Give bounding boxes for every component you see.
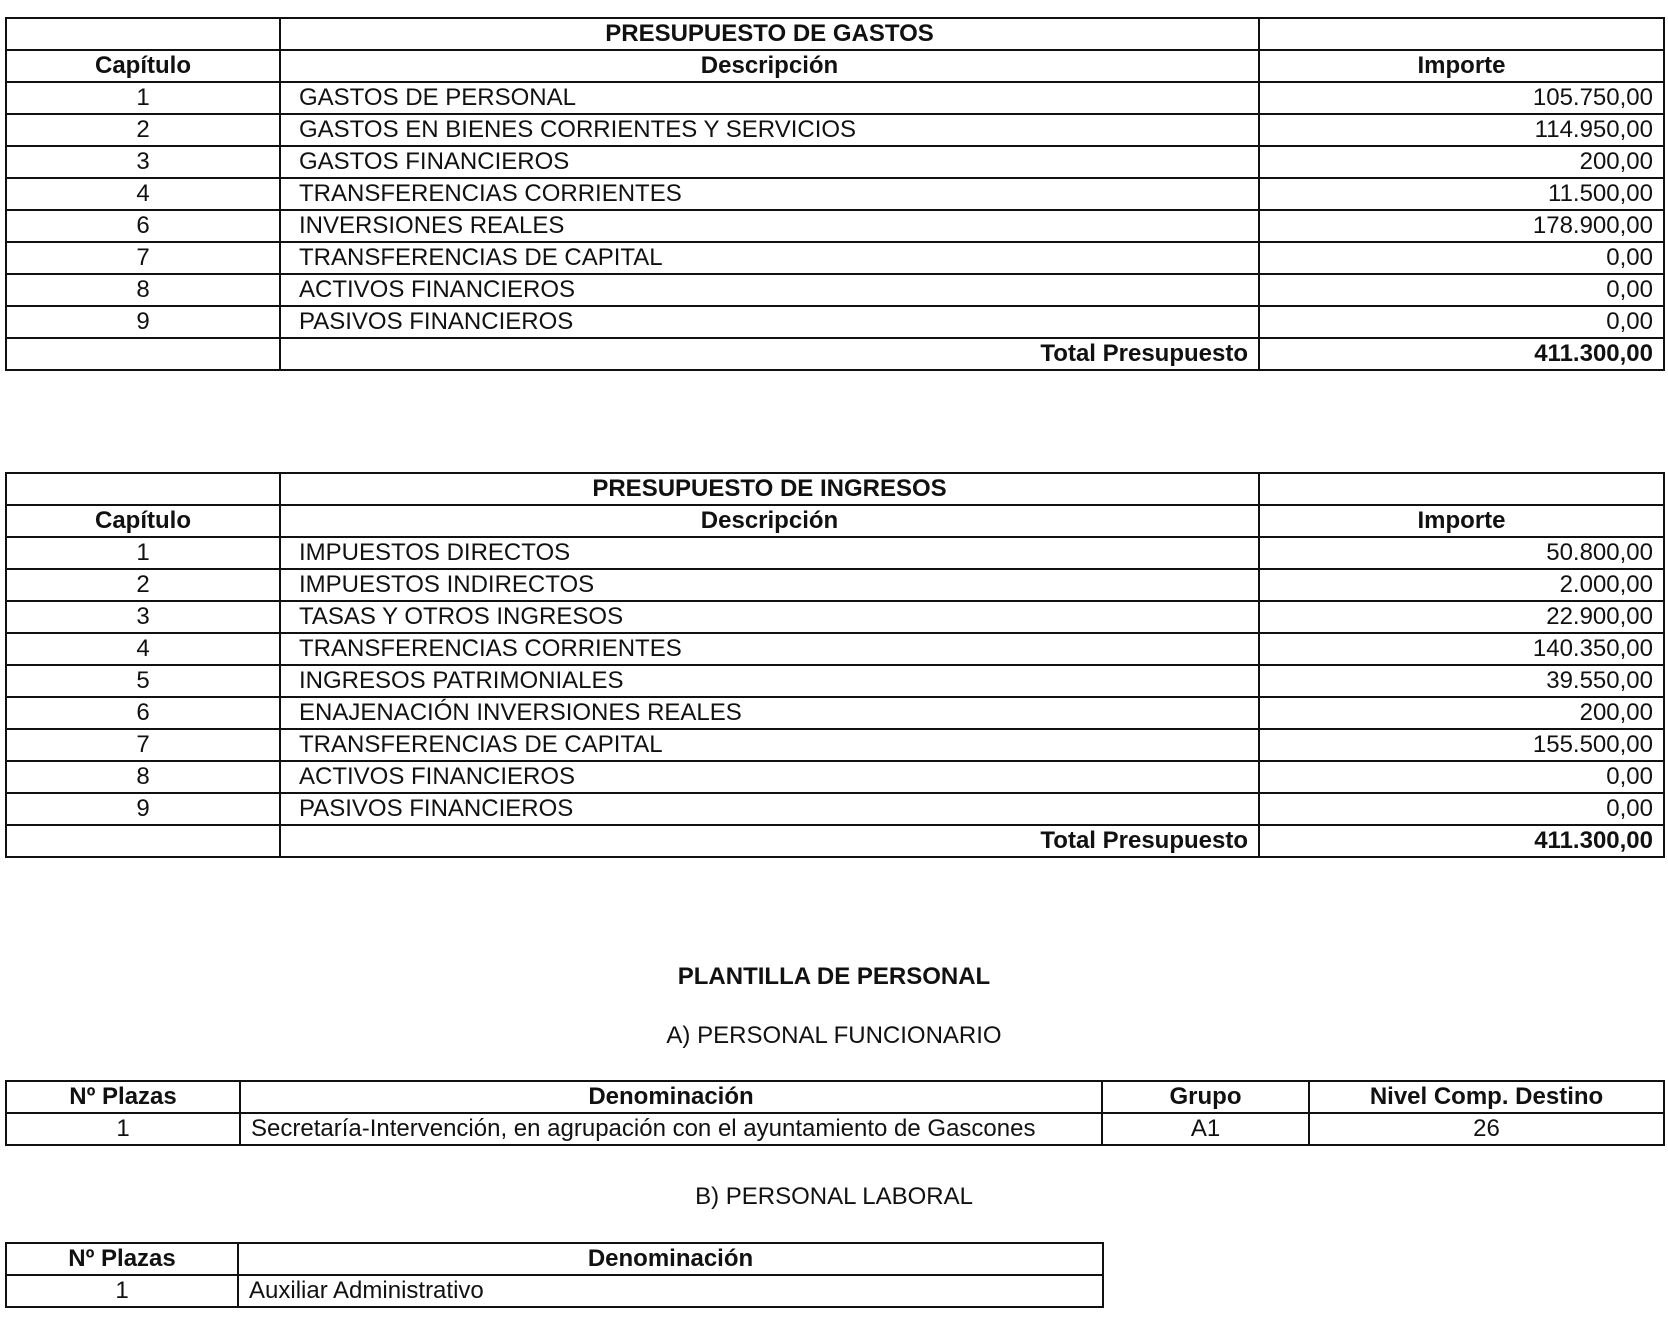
column-header-capitulo: Capítulo <box>6 50 280 82</box>
funcionario-title: A) PERSONAL FUNCIONARIO <box>666 1022 1002 1049</box>
importe-cell: 0,00 <box>1259 793 1664 825</box>
ingresos-table <box>5 472 1665 858</box>
descripcion-cell: ACTIVOS FINANCIEROS <box>280 274 1259 306</box>
importe-cell: 0,00 <box>1259 274 1664 306</box>
descripcion-cell: INVERSIONES REALES <box>280 210 1259 242</box>
descripcion-cell: ACTIVOS FINANCIEROS <box>280 761 1259 793</box>
table-row <box>6 601 1664 633</box>
importe-cell: 178.900,00 <box>1259 210 1664 242</box>
capitulo-cell: 8 <box>6 761 280 793</box>
table-row <box>6 178 1664 210</box>
column-header-plazas: Nº Plazas <box>6 1081 240 1113</box>
funcionario-table <box>5 1080 1665 1146</box>
column-header-descripcion: Descripción <box>280 50 1259 82</box>
denominacion-cell: Auxiliar Administrativo <box>238 1275 1103 1307</box>
total-label: Total Presupuesto <box>280 338 1259 370</box>
descripcion-cell: PASIVOS FINANCIEROS <box>280 306 1259 338</box>
ingresos-title-row <box>6 473 1664 505</box>
ingresos-total-row <box>6 825 1664 857</box>
total-label: Total Presupuesto <box>280 825 1259 857</box>
descripcion-cell: TRANSFERENCIAS DE CAPITAL <box>280 242 1259 274</box>
laboral-table <box>5 1242 1104 1308</box>
table-row <box>6 242 1664 274</box>
table-row <box>6 537 1664 569</box>
importe-cell: 0,00 <box>1259 242 1664 274</box>
capitulo-cell: 8 <box>6 274 280 306</box>
table-row <box>6 210 1664 242</box>
table-row <box>6 306 1664 338</box>
capitulo-cell: 6 <box>6 210 280 242</box>
plantilla-title: PLANTILLA DE PERSONAL <box>677 963 991 990</box>
importe-cell: 155.500,00 <box>1259 729 1664 761</box>
gastos-header-row <box>6 50 1664 82</box>
descripcion-cell: PASIVOS FINANCIEROS <box>280 793 1259 825</box>
importe-cell: 114.950,00 <box>1259 114 1664 146</box>
laboral-title: B) PERSONAL LABORAL <box>695 1183 973 1210</box>
table-row <box>6 569 1664 601</box>
capitulo-cell: 5 <box>6 665 280 697</box>
capitulo-cell: 4 <box>6 633 280 665</box>
importe-cell: 11.500,00 <box>1259 178 1664 210</box>
importe-cell: 50.800,00 <box>1259 537 1664 569</box>
capitulo-cell: 7 <box>6 242 280 274</box>
importe-cell: 39.550,00 <box>1259 665 1664 697</box>
capitulo-cell: 9 <box>6 793 280 825</box>
column-header-descripcion: Descripción <box>280 505 1259 537</box>
column-header-plazas: Nº Plazas <box>6 1243 238 1275</box>
capitulo-cell: 7 <box>6 729 280 761</box>
importe-cell: 0,00 <box>1259 761 1664 793</box>
descripcion-cell: TRANSFERENCIAS DE CAPITAL <box>280 729 1259 761</box>
table-row <box>6 82 1664 114</box>
ingresos-header-row <box>6 505 1664 537</box>
importe-cell: 105.750,00 <box>1259 82 1664 114</box>
table-row <box>6 274 1664 306</box>
table-row <box>6 665 1664 697</box>
table-row <box>6 761 1664 793</box>
funcionario-header-row <box>6 1081 1664 1113</box>
gastos-title-row <box>6 18 1664 50</box>
descripcion-cell: TRANSFERENCIAS CORRIENTES <box>280 178 1259 210</box>
capitulo-cell: 1 <box>6 82 280 114</box>
denominacion-cell: Secretaría-Intervención, en agrupación con el ayuntamiento de Gascones <box>240 1113 1102 1145</box>
total-value: 411.300,00 <box>1259 338 1664 370</box>
capitulo-cell: 3 <box>6 601 280 633</box>
gastos-total-row <box>6 338 1664 370</box>
capitulo-cell: 4 <box>6 178 280 210</box>
grupo-cell: A1 <box>1102 1113 1309 1145</box>
importe-cell: 0,00 <box>1259 306 1664 338</box>
column-header-denominacion: Denominación <box>240 1081 1102 1113</box>
table-row <box>6 793 1664 825</box>
gastos-title: PRESUPUESTO DE GASTOS <box>280 18 1259 50</box>
gastos-table <box>5 17 1665 371</box>
capitulo-cell: 9 <box>6 306 280 338</box>
descripcion-cell: ENAJENACIÓN INVERSIONES REALES <box>280 697 1259 729</box>
capitulo-cell: 2 <box>6 114 280 146</box>
table-row <box>6 697 1664 729</box>
column-header-denominacion: Denominación <box>238 1243 1103 1275</box>
table-row <box>6 114 1664 146</box>
table-row <box>6 1113 1664 1145</box>
importe-cell: 140.350,00 <box>1259 633 1664 665</box>
table-row <box>6 1275 1103 1307</box>
capitulo-cell: 1 <box>6 537 280 569</box>
column-header-importe: Importe <box>1259 505 1664 537</box>
descripcion-cell: INGRESOS PATRIMONIALES <box>280 665 1259 697</box>
importe-cell: 200,00 <box>1259 697 1664 729</box>
table-row <box>6 729 1664 761</box>
plazas-cell: 1 <box>6 1275 238 1307</box>
ingresos-title: PRESUPUESTO DE INGRESOS <box>280 473 1259 505</box>
descripcion-cell: IMPUESTOS DIRECTOS <box>280 537 1259 569</box>
capitulo-cell: 2 <box>6 569 280 601</box>
importe-cell: 2.000,00 <box>1259 569 1664 601</box>
descripcion-cell: TRANSFERENCIAS CORRIENTES <box>280 633 1259 665</box>
table-row <box>6 633 1664 665</box>
descripcion-cell: IMPUESTOS INDIRECTOS <box>280 569 1259 601</box>
capitulo-cell: 6 <box>6 697 280 729</box>
descripcion-cell: GASTOS FINANCIEROS <box>280 146 1259 178</box>
total-value: 411.300,00 <box>1259 825 1664 857</box>
descripcion-cell: GASTOS DE PERSONAL <box>280 82 1259 114</box>
importe-cell: 200,00 <box>1259 146 1664 178</box>
plazas-cell: 1 <box>6 1113 240 1145</box>
column-header-importe: Importe <box>1259 50 1664 82</box>
importe-cell: 22.900,00 <box>1259 601 1664 633</box>
laboral-header-row <box>6 1243 1103 1275</box>
column-header-nivel: Nivel Comp. Destino <box>1309 1081 1664 1113</box>
capitulo-cell: 3 <box>6 146 280 178</box>
descripcion-cell: TASAS Y OTROS INGRESOS <box>280 601 1259 633</box>
column-header-grupo: Grupo <box>1102 1081 1309 1113</box>
nivel-cell: 26 <box>1309 1113 1664 1145</box>
column-header-capitulo: Capítulo <box>6 505 280 537</box>
table-row <box>6 146 1664 178</box>
descripcion-cell: GASTOS EN BIENES CORRIENTES Y SERVICIOS <box>280 114 1259 146</box>
